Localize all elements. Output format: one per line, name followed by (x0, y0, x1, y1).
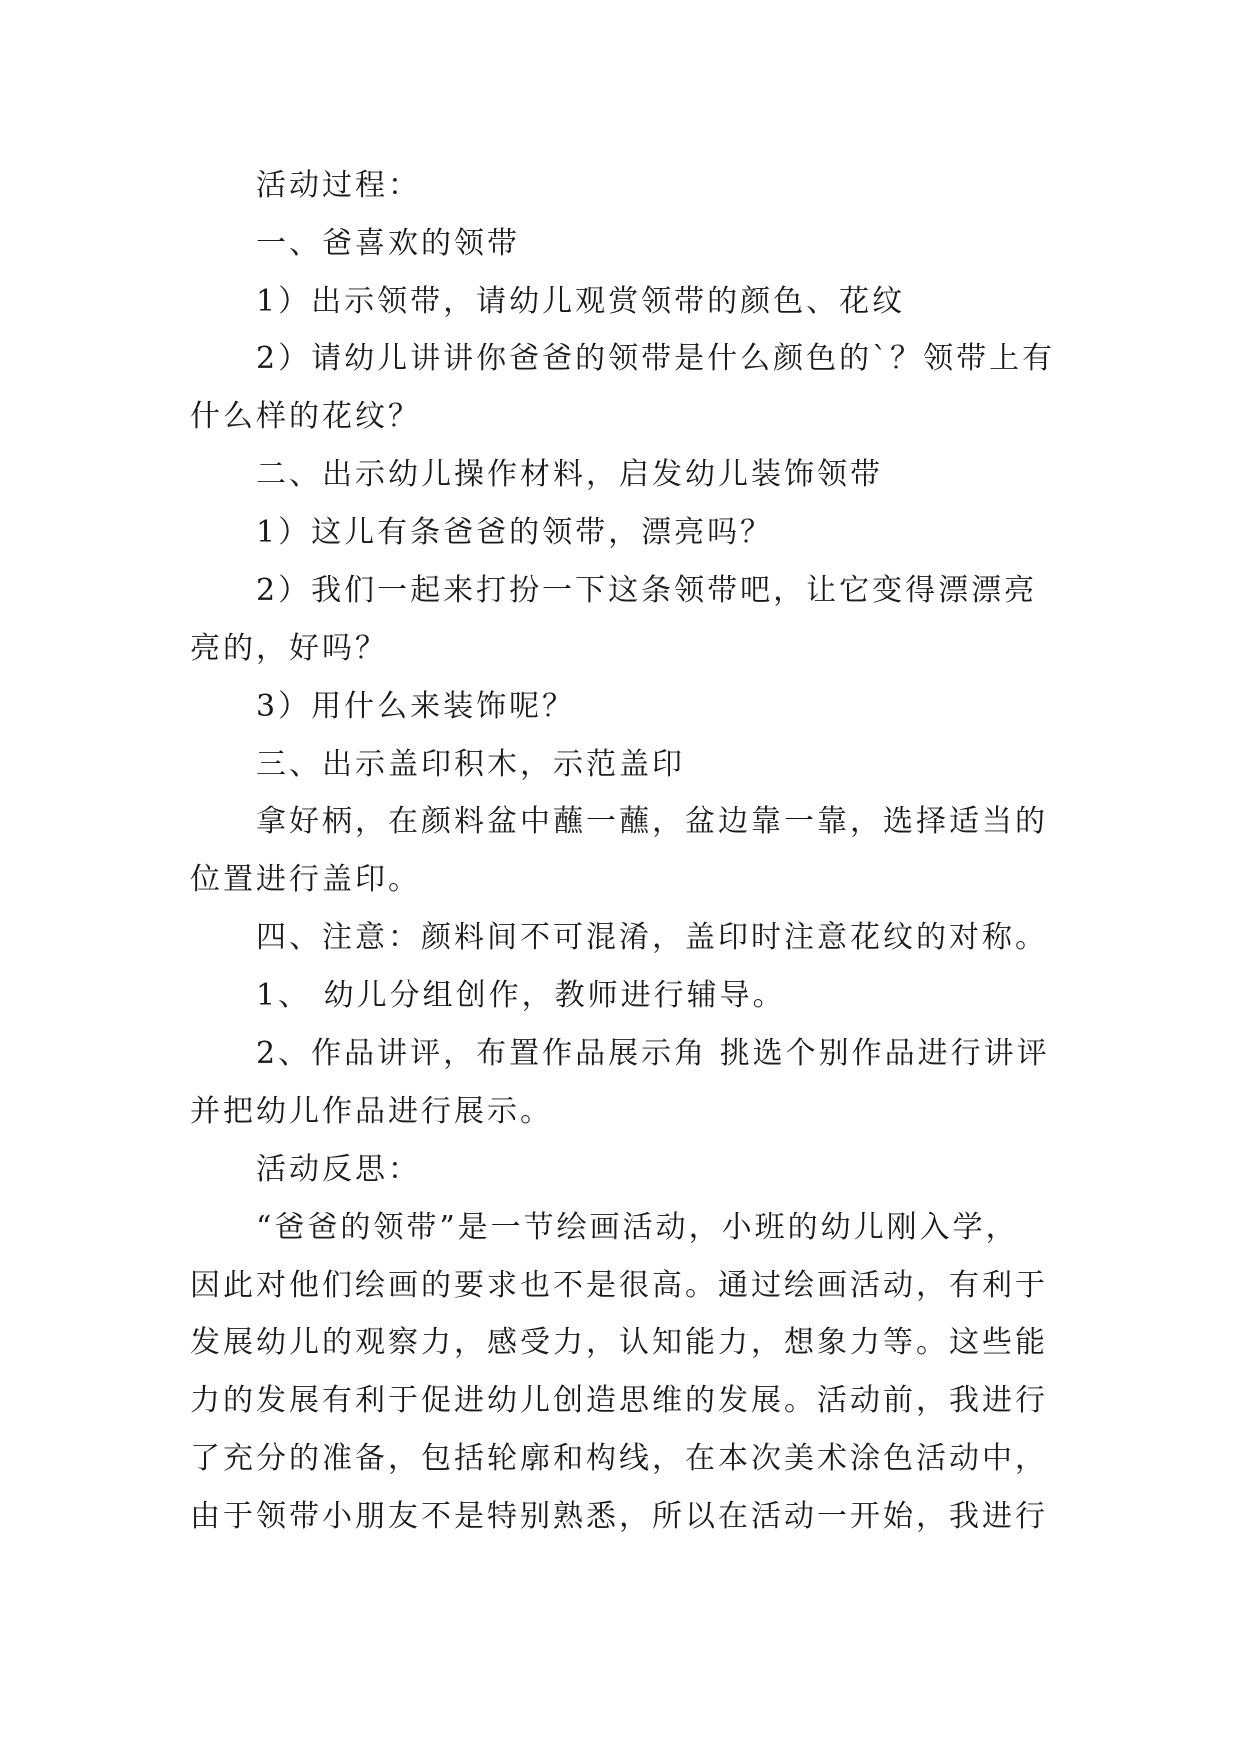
section-2-heading: 二、出示幼儿操作材料，启发幼儿装饰领带 (256, 457, 883, 492)
paragraph-line: 2）我们一起来打扮一下这条领带吧，让它变得漂漂亮 (256, 573, 1038, 608)
paragraph-line: 发展幼儿的观察力，感受力，认知能力，想象力等。这些能 (190, 1325, 1048, 1360)
paragraph-line: 2、作品讲评，布置作品展示角 挑选个别作品进行讲评 (256, 1036, 1050, 1071)
paragraph-line: 位置进行盖印。 (190, 862, 421, 897)
paragraph-line: 1、 幼儿分组创作，教师进行辅导。 (256, 978, 786, 1013)
paragraph-line: 由于领带小朋友不是特别熟悉，所以在活动一开始，我进行 (190, 1499, 1048, 1534)
paragraph-line: 1）出示领带，请幼儿观赏领带的颜色、花纹 (256, 284, 906, 319)
paragraph-line: 3）用什么来装饰呢？ (256, 689, 576, 724)
paragraph-line: 并把幼儿作品进行展示。 (190, 1094, 553, 1129)
paragraph-line: 1）这儿有条爸爸的领带，漂亮吗？ (256, 515, 774, 550)
section-1-heading: 一、爸喜欢的领带 (256, 226, 520, 261)
paragraph-line: 什么样的花纹？ (190, 399, 421, 434)
paragraph-line: 2）请幼儿讲讲你爸爸的领带是什么颜色的`？领带上有 (256, 341, 1056, 376)
paragraph-line: 了充分的准备，包括轮廓和构线，在本次美术涂色活动中， (190, 1441, 1048, 1476)
heading-activity-reflection: 活动反思： (256, 1152, 421, 1187)
section-4-heading: 四、注意：颜料间不可混淆，盖印时注意花纹的对称。 (256, 920, 1048, 955)
paragraph-line: 拿好柄，在颜料盆中蘸一蘸，盆边靠一靠，选择适当的 (256, 804, 1048, 839)
heading-activity-process: 活动过程： (256, 168, 421, 203)
paragraph-line: 亮的，好吗？ (190, 631, 388, 666)
paragraph-line: 力的发展有利于促进幼儿创造思维的发展。活动前，我进行 (190, 1383, 1048, 1418)
section-3-heading: 三、出示盖印积木，示范盖印 (256, 747, 685, 782)
paragraph-line: “爸爸的领带”是一节绘画活动，小班的幼儿刚入学， (256, 1210, 1019, 1245)
paragraph-line: 因此对他们绘画的要求也不是很高。通过绘画活动，有利于 (190, 1268, 1048, 1303)
